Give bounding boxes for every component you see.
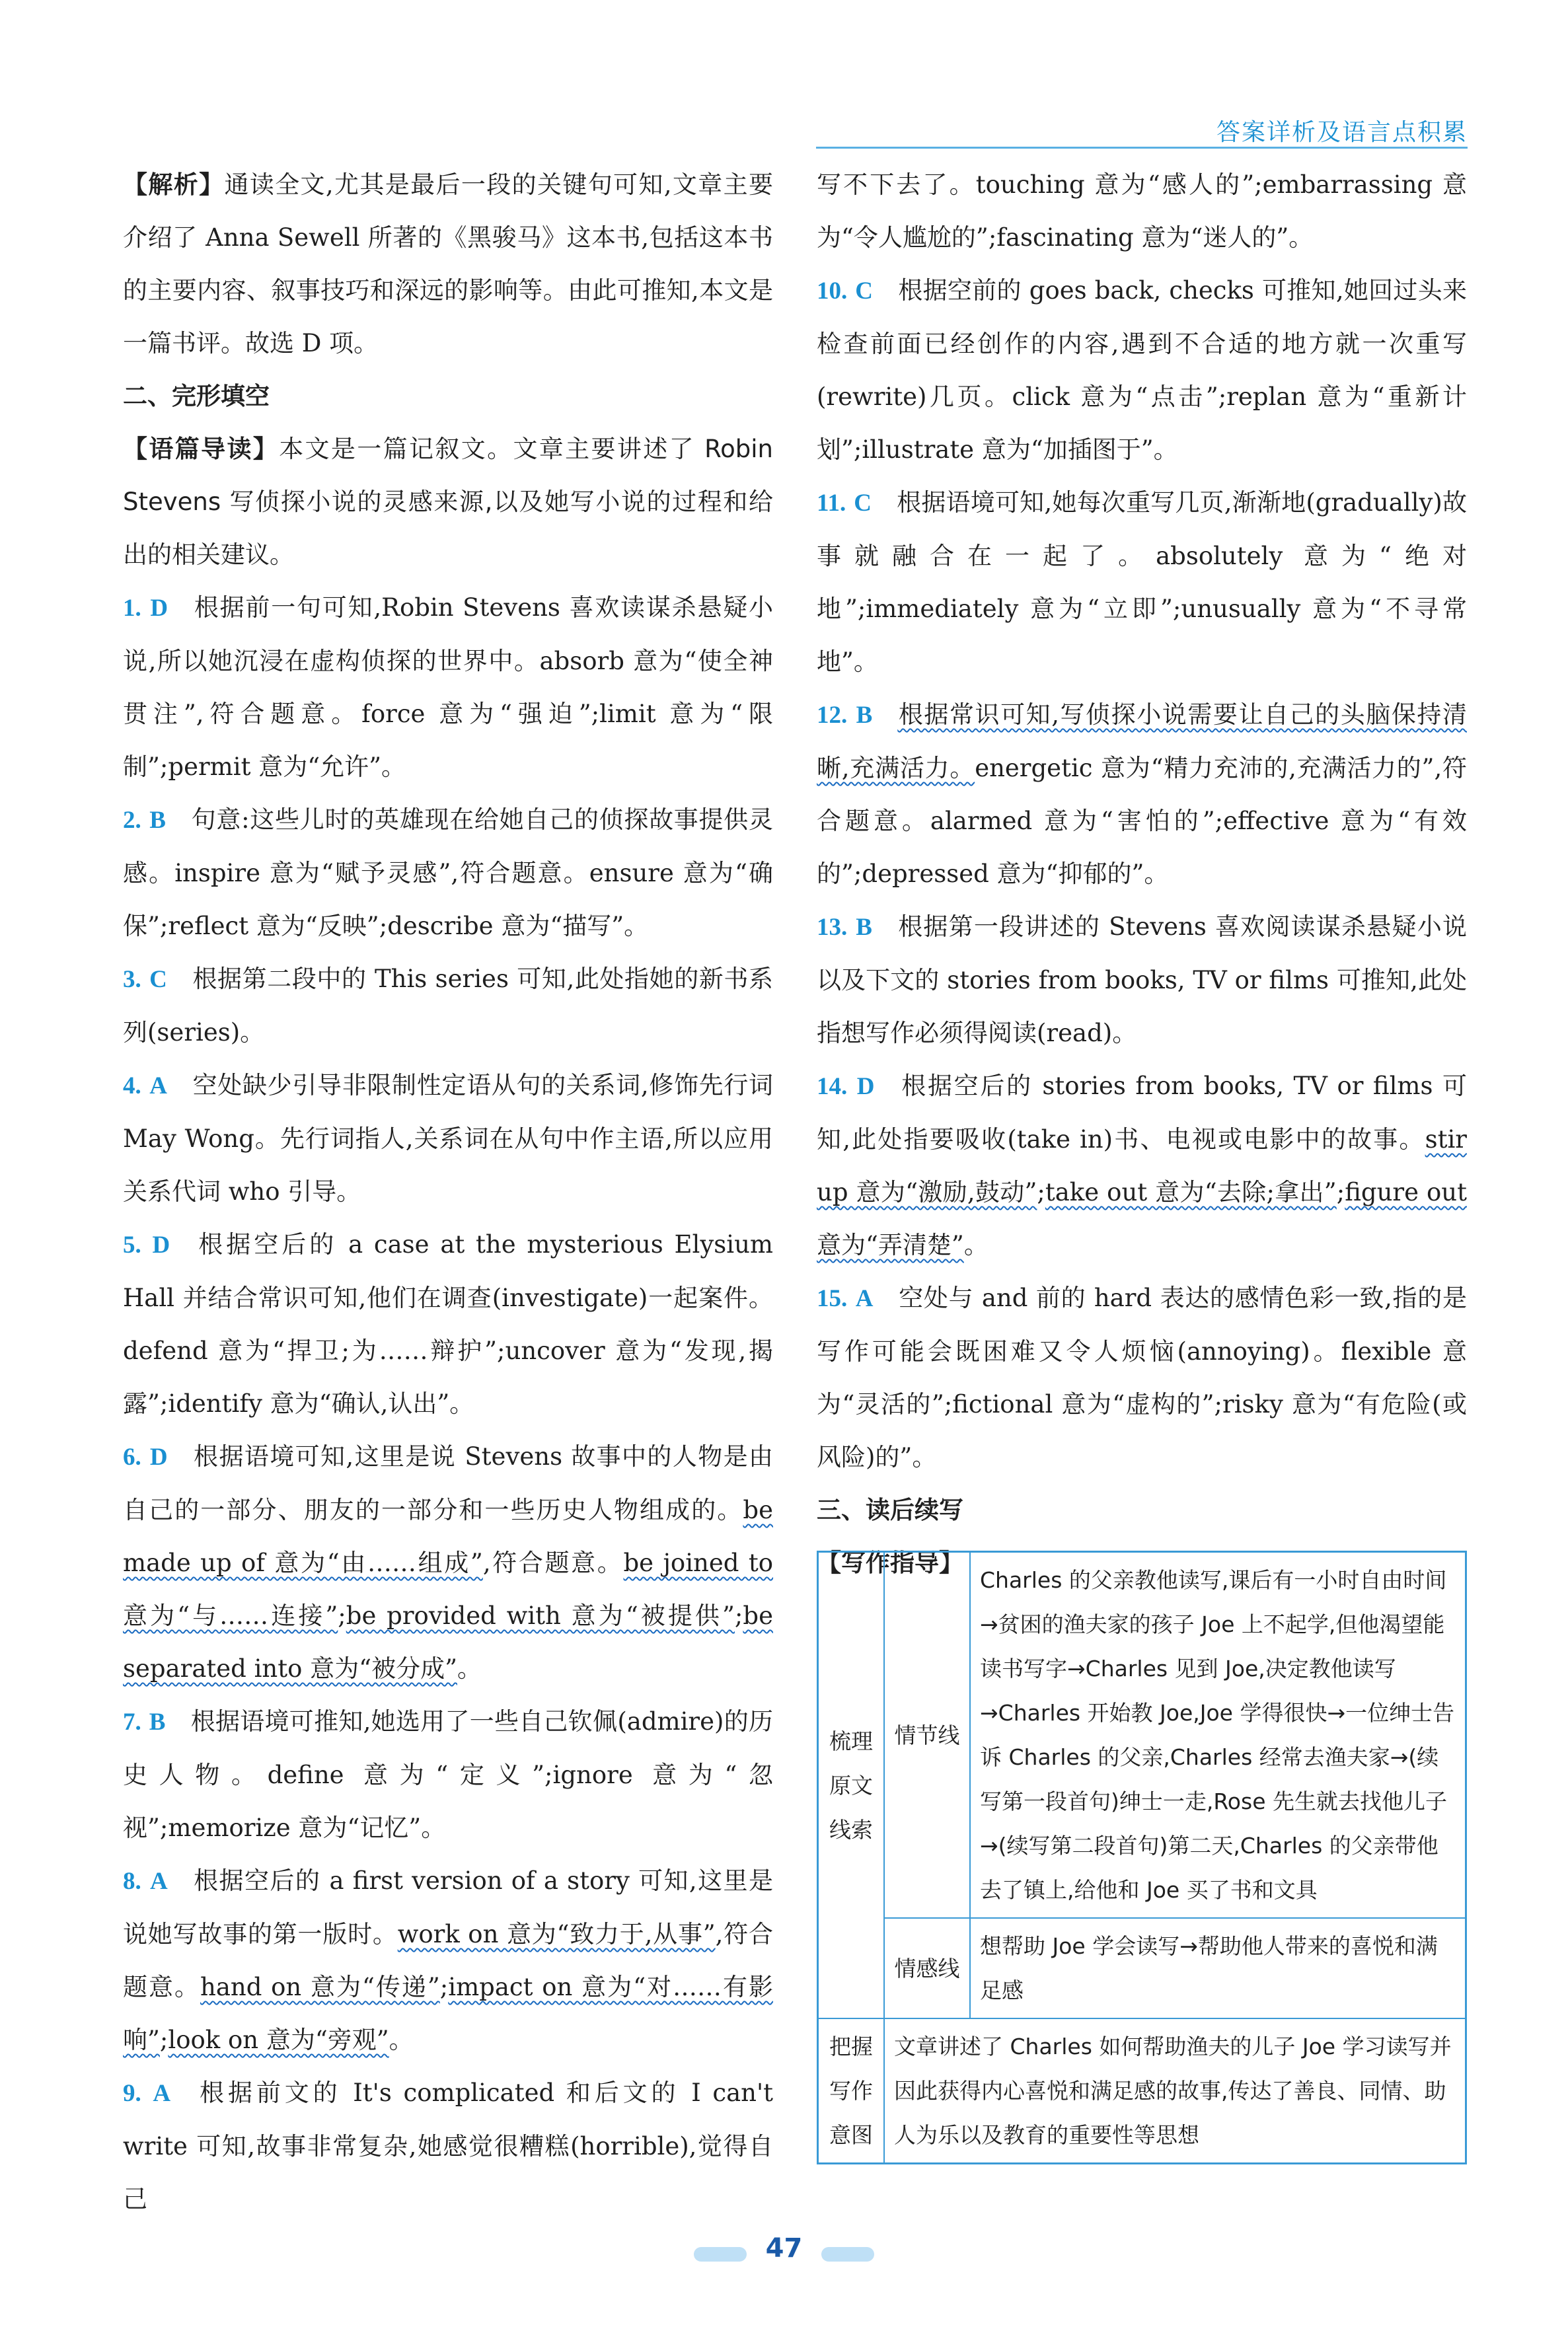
question-number: 9. [123,2080,141,2107]
answer-letter: D [149,1444,168,1471]
answer-item [123,1855,773,2067]
table-cell-plot: Charles 的父亲教他读写,课后有一小时自由时间→贫困的渔夫家的孩子 Joe 上不起学,但他渴望能读书写字→Charles 见到 Joe,决定教他读写→Charles 开始教 Joe,Joe 学得很快→一位绅士告诉 Charles 的父亲,Charles 经常去渔夫家→(续写第一段首句)绅士一走,Rose 先生就去找他儿子→(续写第二段首句)第二天,Charles 的父亲带他去了镇上,给他和 Joe 买了书和文具 [970,1552,1466,1919]
answer-explanation: 根据第二段中的 This series 可知,此处指她的新书系列(series)。 [123,965,773,1047]
answer-explanation: 根据前一句可知,Robin Stevens 喜欢读谋杀悬疑小说,所以她沉浸在虚构侦探的世界中。absorb 意为“使全神贯注”,符合题意。force 意为“强迫”;limit 意为“限制”;permit 意为“允许”。 [123,593,773,781]
answer-letter: D [856,1073,875,1100]
answer-explanation: ,符合题意。 [482,1549,624,1577]
question-number: 12. [817,702,848,729]
answer-explanation: 根据空前的 goes back, checks 可推知,她回过头来检查前面已经创作的内容,遇到不合适的地方就一次重写(rewrite)几页。click 意为“点击”;replan 意为“重新计划”;illustrate 意为“加插图于”。 [817,276,1467,464]
section-writing-heading: 三、读后续写 [817,1496,963,1524]
question-number: 3. [123,966,141,993]
phrase-highlight: take out 意为“去除;拿出” [1045,1178,1337,1206]
answer-item [123,953,773,1059]
question-number: 14. [817,1073,848,1100]
answer-explanation: 根据空后的 stories from books, TV or films 可知,此处指要吸收(take in)书、电视或电影中的故事。 [817,1072,1467,1154]
question-number: 7. [123,1709,141,1736]
question-number: 13. [817,914,848,941]
table-label-clues: 梳理原文线索 [818,1552,885,2019]
reading-guide-paragraph [123,423,773,581]
question-number: 10. [817,277,848,305]
phrase-highlight: be joined to 意为“与……连接” [123,1549,774,1630]
answer-explanation: 根据语境可推知,她选用了一些自己钦佩(admire)的历史人物。define 意为“定义”;ignore 意为“忽视”;memorize 意为“记忆”。 [123,1707,773,1842]
table-cell-emotion: 想帮助 Joe 学会读写→帮助他人带来的喜悦和满足感 [970,1918,1466,2018]
answer-explanation: 根据语境可知,这里是说 Stevens 故事中的人物是由自己的一部分、朋友的一部分和一些历史人物组成的。 [123,1442,774,1524]
answer-explanation: 空处与 and 前的 hard 表达的感情色彩一致,指的是写作可能会既困难又令人烦恼(annoying)。flexible 意为“灵活的”;fictional 意为“虚构的”;risky 意为“有危险(或风险)的”。 [817,1284,1467,1471]
answer-item [123,1059,773,1218]
answer-explanation: ,符合题意。 [123,1920,773,2001]
analysis-paragraph [123,159,773,370]
answer-explanation: energetic 意为“精力充沛的,充满活力的”,符合题意。alarmed 意为“害怕的”;effective 意为“有效的”;depressed 意为“抑郁的”。 [817,754,1467,888]
answer-explanation: 根据空后的 a first version of a story 可知,这里是说她写故事的第一版时。 [123,1866,773,1948]
section-cloze-heading: 二、完形填空 [123,382,270,410]
separator: ; [338,1602,346,1630]
question-number: 11. [817,490,846,517]
answer-item [817,688,1467,901]
answer-letter: D [150,595,168,622]
question-number: 4. [123,1072,141,1099]
answer-letter: B [856,914,872,941]
answer-item [123,793,773,953]
separator: 。 [389,2026,414,2054]
answer-item [123,1218,773,1430]
question-number: 8. [123,1868,141,1895]
analysis-text: 通读全文,尤其是最后一段的关键句可知,文章主要介绍了 Anna Sewell 所著的《黑骏马》这本书,包括这本书的主要内容、叙事技巧和深远的影响等。由此可推知,本文是一篇书评。故选 D 项。 [123,170,774,357]
reading-guide-text: 本文是一篇记叙文。文章主要讲述了 Robin Stevens 写侦探小说的灵感来源,以及她写小说的过程和给出的相关建议。 [123,435,774,569]
question-number: 2. [123,807,141,834]
writing-guide-table [817,1551,1467,2164]
question-number: 15. [817,1285,848,1312]
page-footer [0,2233,1568,2264]
answer-explanation: 空处缺少引导非限制性定语从句的关系词,修饰先行词 May Wong。先行词指人,关系词在从句中作主语,所以应用关系代词 who 引导。 [123,1071,774,1206]
left-column [123,159,773,2226]
phrase-highlight: 根据常识可知,写侦探小说需要让自己的头脑保持清晰,充满活力。 [817,700,1467,782]
phrase-highlight: work on 意为“致力于,从事” [397,1920,716,1948]
analysis-tag: 【解析】 [123,170,225,199]
footer-pill-right [821,2247,874,2262]
phrase-highlight: impact on 意为“对……有影响” [123,1973,773,2054]
phrase-highlight: stir up 意为“激励,鼓动” [817,1125,1467,1206]
answer-explanation: 根据前文的 It's complicated 和后文的 I can't write 可知,故事非常复杂,她感觉很糟糕(horrible),觉得自己 [123,2079,774,2213]
question-number: 1. [123,595,141,622]
answer-item [817,901,1467,1060]
answer-letter: B [149,807,166,834]
page-number: 47 [765,2233,803,2264]
right-column [817,159,1467,1590]
question-number: 5. [123,1232,141,1259]
answer-letter: B [149,1709,166,1736]
answer-explanation: 句意:这些儿时的英雄现在给她自己的侦探故事提供灵感。inspire 意为“赋予灵感”,符合题意。ensure 意为“确保”;reflect 意为“反映”;describe 意为“描写”。 [123,805,773,940]
table-label-intent: 把握写作意图 [818,2018,885,2164]
answer-item [817,1060,1467,1272]
answer-letter: D [152,1232,170,1259]
answer-letter: A [149,1072,167,1099]
separator: ; [1037,1178,1045,1206]
phrase-highlight: hand on 意为“传递” [200,1973,440,2001]
phrase-highlight: look on 意为“旁观” [168,2026,389,2054]
answer-item-continued: 写不下去了。touching 意为“感人的”;embarrassing 意为“令人尴尬的”;fascinating 意为“迷人的”。 [817,170,1467,252]
answer-explanation: 根据第一段讲述的 Stevens 喜欢阅读谋杀悬疑小说以及下文的 stories from books, TV or films 可推知,此处指想写作必须得阅读(read)。 [817,912,1467,1047]
phrase-highlight: be provided with 意为“被提供” [346,1602,735,1630]
reading-guide-tag: 【语篇导读】 [123,435,280,463]
phrase-highlight: be made up of 意为“由……组成” [123,1496,773,1577]
separator: ; [439,1973,449,2001]
writing-guide-tag: 【写作指导】 [817,1549,963,1577]
separator: ; [1336,1178,1345,1206]
answer-item [123,2067,773,2226]
header-title: 答案详析及语言点积累 [1216,119,1468,146]
table-sublabel-emotion: 情感线 [884,1918,970,2018]
answer-item [123,1695,773,1855]
answer-letter: C [854,490,872,517]
answer-explanation: 根据空后的 a case at the mysterious Elysium Hall 并结合常识可知,他们在调查(investigate)一起案件。defend 意为“捍卫;为……辩护”;uncover 意为“发现,揭露”;identify 意为“确认,认出”。 [123,1230,774,1418]
answer-item [817,476,1467,688]
header-divider [816,147,1468,149]
separator: 。 [963,1231,989,1259]
table-cell-intent: 文章讲述了 Charles 如何帮助渔夫的儿子 Joe 学习读写并因此获得内心喜悦和满足感的故事,传达了善良、同情、助人为乐以及教育的重要性等思想 [884,2018,1466,2164]
phrase-highlight: be separated into 意为“被分成” [123,1602,773,1683]
answer-letter: A [855,1285,874,1312]
answer-explanation: 根据语境可知,她每次重写几页,渐渐地(gradually)故事就融合在一起了。absolutely 意为“绝对地”;immediately 意为“立即”;unusually 意为“不寻常地”。 [817,488,1467,676]
footer-pill-left [694,2247,747,2262]
separator: ; [734,1602,743,1630]
answer-item [817,1272,1467,1484]
answer-letter: C [149,966,167,993]
answer-item [123,581,773,793]
answer-letter: A [149,1868,168,1895]
separator: ; [159,2026,168,2054]
question-number: 6. [123,1444,141,1471]
answer-item [123,1430,773,1695]
answer-letter: A [153,2080,171,2107]
answer-item [817,264,1467,476]
answer-letter: C [855,277,874,305]
phrase-highlight: figure out 意为“弄清楚” [817,1178,1467,1259]
table-sublabel-plot: 情节线 [884,1552,970,1919]
separator: 。 [457,1654,482,1683]
answer-letter: B [856,702,873,729]
